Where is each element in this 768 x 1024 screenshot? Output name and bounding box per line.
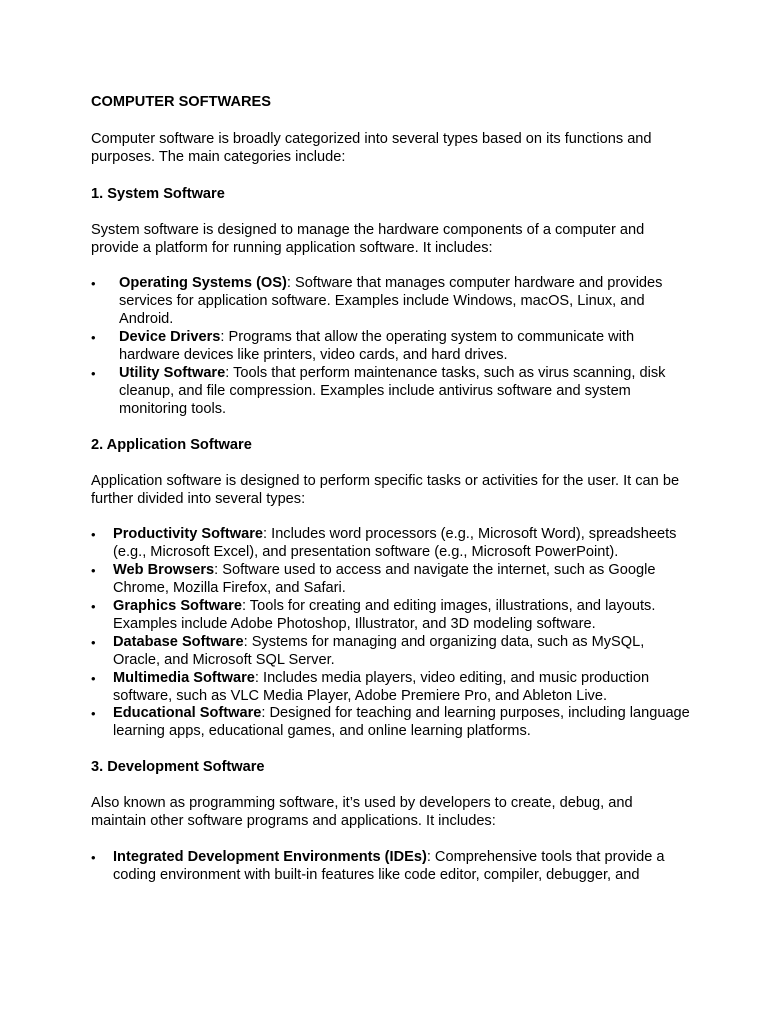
list-item (91, 329, 691, 365)
bullet-icon: • (91, 365, 96, 381)
list-item (91, 670, 691, 706)
list-item (91, 705, 691, 741)
bullet-icon: • (91, 330, 96, 346)
application-software-list (91, 526, 691, 741)
list-item-text: : Tools for creating and editing images, illustrations, and layouts. Examples include Adobe Photoshop, Illustrator, and 3D modeling software. (113, 598, 656, 632)
list-item-text: : Designed for teaching and learning purposes, including language learning apps, educational games, and online learning platforms. (113, 705, 690, 740)
bullet-icon: • (91, 670, 96, 686)
list-item-text: : Comprehensive tools that provide a coding environment with built-in features like code editor, compiler, debugger, and (113, 849, 665, 883)
list-item (91, 562, 691, 598)
list-item-term: Productivity Software (113, 526, 264, 543)
list-item-term: Educational Software (113, 705, 262, 722)
list-item-text: : Includes word processors (e.g., Microsoft Word), spreadsheets (e.g., Microsoft Excel), and presentation software (e.g., Microsoft PowerPoint). (113, 526, 677, 561)
list-item-text: : Tools that perform maintenance tasks, such as virus scanning, disk cleanup, and file compression. Examples include antivirus software and system monitoring tools. (119, 364, 666, 417)
development-software-list (91, 849, 691, 885)
section-description-development-software: Also known as programming software, it’s used by developers to create, debug, and maintain other software programs and applications. It includes: (91, 795, 633, 830)
section-heading-development-software: 3. Development Software (91, 759, 265, 776)
bullet-icon: • (91, 563, 96, 579)
list-item-text: : Programs that allow the operating system to communicate with hardware devices like printers, video cards, and hard drives. (119, 329, 635, 364)
list-item-term: Web Browsers (113, 562, 215, 579)
list-item-text: : Includes media players, video editing, and music production software, such as VLC Media Player, Adobe Premiere Pro, and Ableton Live. (113, 669, 650, 704)
bullet-icon: • (91, 599, 96, 615)
section-description-system-software: System software is designed to manage the hardware components of a computer and provide a platform for running application software. It includes: (91, 221, 645, 256)
bullet-icon: • (91, 276, 96, 292)
section-description-application-software: Application software is designed to perform specific tasks or activities for the user. It can be further divided into several types: (91, 472, 680, 507)
bullet-icon: • (91, 527, 96, 543)
list-item-term: Operating Systems (OS) (119, 275, 287, 292)
list-item-term: Database Software (113, 633, 244, 650)
list-item-text: : Software that manages computer hardware and provides services for application software. Examples include Windows, macOS, Linux, and Android. (119, 275, 663, 328)
list-item-text: : Systems for managing and organizing data, such as MySQL, Oracle, and Microsoft SQL Server. (113, 633, 645, 668)
list-item (91, 526, 691, 562)
document-intro: Computer software is broadly categorized into several types based on its functions and purposes. The main categories include: (91, 130, 652, 165)
section-heading-application-software: 2. Application Software (91, 436, 252, 453)
bullet-icon: • (91, 850, 96, 865)
section-heading-system-software: 1. System Software (91, 185, 225, 202)
list-item-term: Graphics Software (113, 598, 242, 615)
list-item-term: Utility Software (119, 364, 226, 381)
list-item-text: : Software used to access and navigate the internet, such as Google Chrome, Mozilla Firefox, and Safari. (113, 562, 656, 597)
list-item (91, 275, 691, 329)
bullet-icon: • (91, 634, 96, 650)
list-item (91, 634, 691, 670)
list-item-term: Device Drivers (119, 329, 221, 346)
list-item (91, 365, 691, 419)
bullet-icon: • (91, 706, 96, 722)
list-item-term: Integrated Development Environments (IDEs) (113, 849, 427, 865)
system-software-list (91, 275, 691, 418)
list-item-term: Multimedia Software (113, 669, 255, 686)
list-item (91, 849, 691, 885)
document-page (91, 94, 691, 903)
list-item (91, 598, 691, 634)
document-title: COMPUTER SOFTWARES (91, 94, 271, 110)
